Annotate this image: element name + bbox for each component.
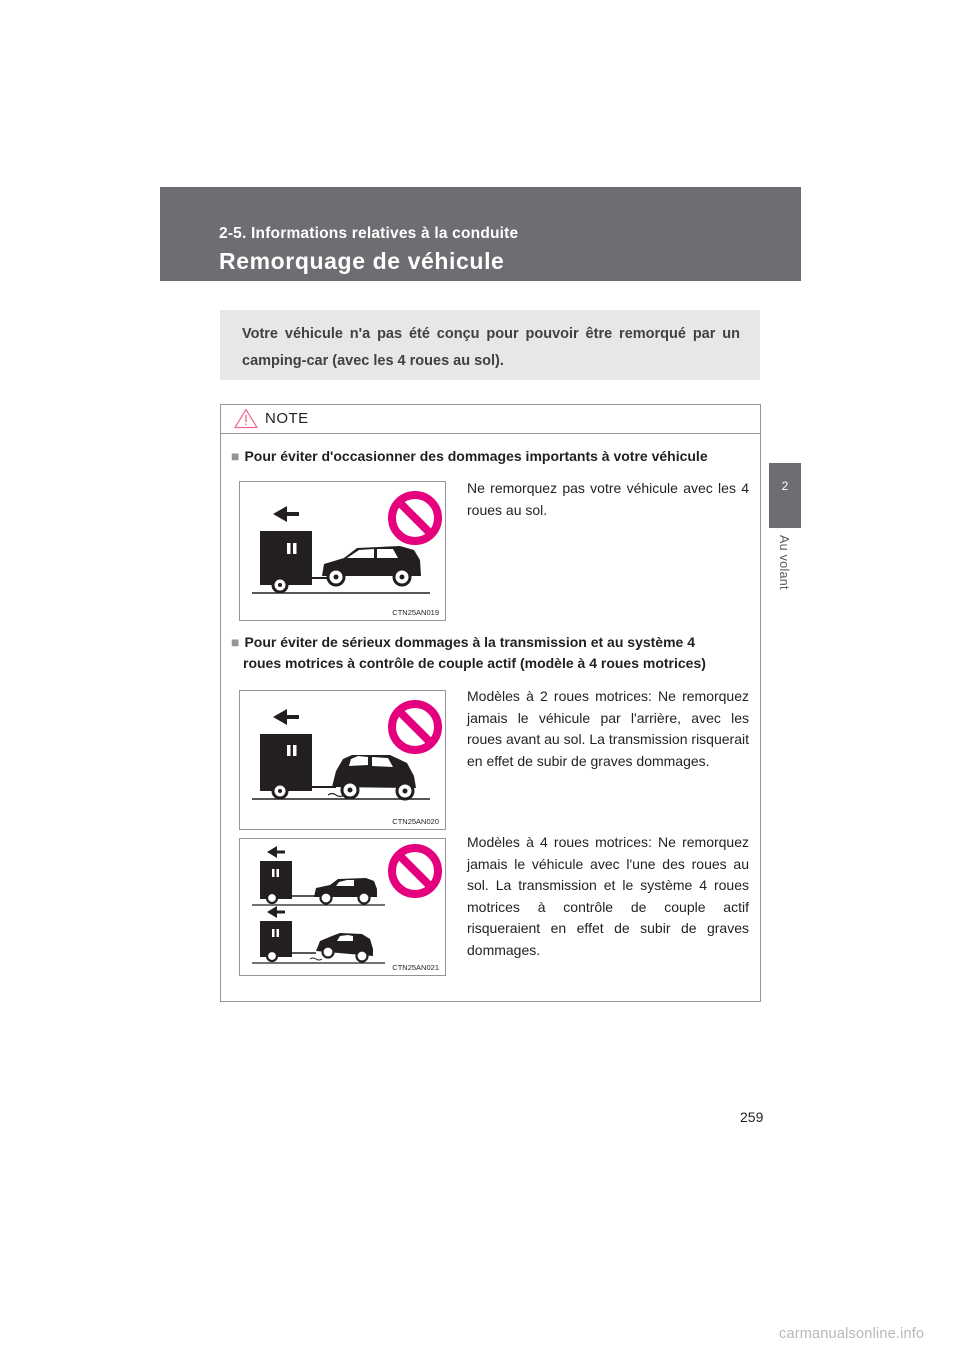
watermark-link[interactable]: carmanualsonline.info bbox=[779, 1326, 925, 1342]
intro-text: Votre véhicule n'a pas été conçu pour pouvoir être remorqué par un camping-car (avec les 4 roues au sol). bbox=[242, 326, 740, 369]
section-label: 2-5. Informations relatives à la conduite bbox=[219, 225, 519, 242]
chapter-label-container bbox=[769, 535, 801, 605]
prohibition-icon bbox=[392, 495, 438, 541]
figure-code: CTN25AN019 bbox=[392, 608, 439, 617]
note-text-2: Modèles à 2 roues motrices: Ne remorquez jamais le véhicule par l'arrière, avec les roues avant au sol. La transmission risquerait en effet de subir de graves dommages. bbox=[467, 688, 749, 769]
chapter-label: Au volant bbox=[777, 535, 791, 590]
figure-trailer-towing bbox=[239, 481, 446, 621]
direction-arrow-icon bbox=[267, 906, 285, 918]
chapter-tab bbox=[769, 463, 801, 528]
bullet-square: ■ bbox=[231, 634, 240, 650]
figure-one-wheel-towing bbox=[239, 838, 446, 976]
note-text-1: Ne remorquez pas votre véhicule avec les 4 roues au sol. bbox=[467, 480, 749, 518]
camper-trailer-icon bbox=[260, 531, 332, 592]
camper-trailer-icon bbox=[260, 921, 316, 961]
towing-illustration bbox=[240, 482, 445, 620]
chapter-number: 2 bbox=[781, 479, 789, 493]
page-title: Remorquage de véhicule bbox=[219, 248, 505, 274]
note-label: NOTE bbox=[265, 410, 309, 427]
towing-illustration bbox=[240, 839, 445, 975]
note-heading-2-line2: roues motrices à contrôle de couple actif (modèle à 4 roues motrices) bbox=[243, 655, 706, 671]
note-heading-1-text: Pour éviter d'occasionner des dommages importants à votre véhicule bbox=[244, 448, 708, 464]
intro-box bbox=[220, 310, 760, 380]
direction-arrow-icon bbox=[267, 846, 285, 858]
note-header bbox=[221, 405, 760, 434]
prohibition-icon bbox=[392, 704, 438, 750]
direction-arrow-icon bbox=[273, 709, 299, 725]
suv-car-icon bbox=[314, 878, 377, 904]
note-text-3: Modèles à 4 roues motrices: Ne remorquez jamais le véhicule avec l'une des roues au sol. La transmission et le système 4 roues motrices à contrôle de couple actif risqueraient en effet de subir de graves dommages. bbox=[467, 834, 749, 958]
camper-trailer-icon bbox=[260, 861, 316, 903]
suv-car-icon bbox=[310, 933, 373, 962]
warning-triangle-icon bbox=[234, 408, 258, 429]
note-heading-2-line1: Pour éviter de sérieux dommages à la transmission et au système 4 bbox=[244, 634, 695, 650]
direction-arrow-icon bbox=[273, 506, 299, 522]
figure-code: CTN25AN020 bbox=[392, 817, 439, 826]
note-heading-2 bbox=[231, 632, 751, 674]
towing-illustration bbox=[240, 691, 445, 829]
figure-rear-towing bbox=[239, 690, 446, 830]
chapter-header bbox=[160, 187, 801, 281]
camper-trailer-icon bbox=[260, 734, 336, 798]
suv-car-icon bbox=[328, 755, 416, 799]
figure-code: CTN25AN021 bbox=[392, 963, 439, 972]
bullet-square: ■ bbox=[231, 448, 240, 464]
note-heading-1 bbox=[231, 446, 751, 467]
suv-car-icon bbox=[322, 546, 421, 585]
page-number: 259 bbox=[740, 1109, 764, 1125]
prohibition-icon bbox=[392, 848, 438, 894]
note-box bbox=[220, 404, 761, 1002]
